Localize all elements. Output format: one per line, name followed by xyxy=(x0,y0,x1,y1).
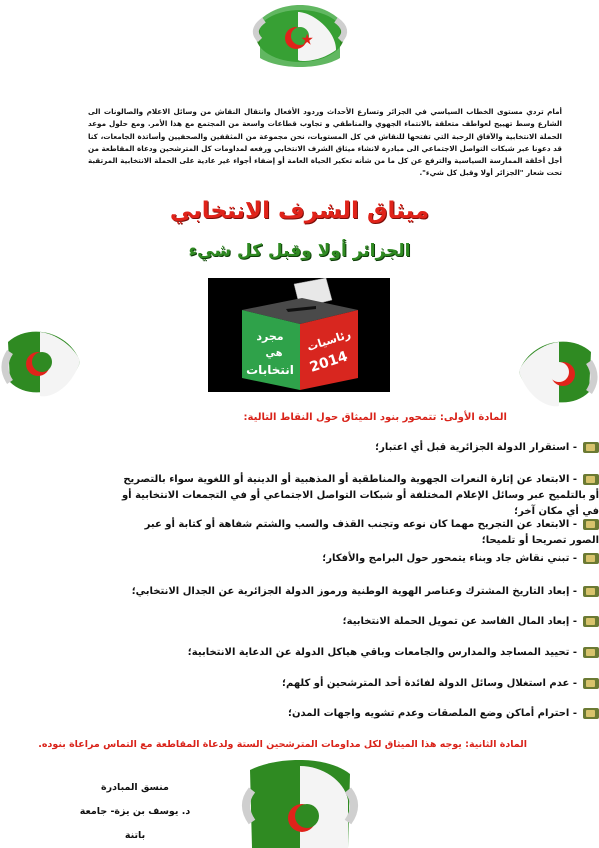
charter-slogan: الجزائر أولا وقبل كل شيء xyxy=(188,241,411,261)
list-item xyxy=(119,440,599,456)
list-item xyxy=(119,584,599,600)
bullet-icon xyxy=(583,708,599,719)
signature-role: منسق المبادرة xyxy=(101,782,169,793)
list-item xyxy=(119,676,599,692)
bullet-icon xyxy=(583,586,599,597)
list-item xyxy=(119,517,599,549)
signature-block xyxy=(70,776,200,848)
bullet-icon xyxy=(583,442,599,453)
ballot-box-image xyxy=(208,278,390,392)
list-item-text: - احترام أماكن وضع الملصقات وعدم تشويه واجهات المدن؛ xyxy=(287,708,577,719)
bullet-icon xyxy=(583,553,599,564)
bullet-icon xyxy=(583,474,599,485)
list-item-text: - إبعاد التاريخ المشترك وعناصر الهوية الوطنية ورموز الدولة الجزائرية عن الجدال الانتخابي؛ xyxy=(131,586,577,597)
ballot-text-riyasiyat: رئاسيات xyxy=(305,327,353,354)
bullet-icon xyxy=(583,616,599,627)
list-item xyxy=(119,472,599,520)
bullet-icon xyxy=(583,647,599,658)
flag-hands-top-decoration xyxy=(240,0,360,70)
list-item-text: - تحييد المساجد والمدارس والجامعات وباقي هياكل الدولة عن الدعاية الانتخابية؛ xyxy=(187,647,577,658)
article-two: المادة الثانية: يوجه هذا الميثاق لكل مداومات المترشحين الستة ولدعاة المقاطعة مع التماس مراعاة بنوده. xyxy=(38,739,527,750)
intro-paragraph: أمام تردي مستوى الخطاب السياسي في الجزائر وتسارع الأحداث وردود الأفعال وانتقال النقاش من وسائل الاعلام والصالونات الى الشارع وسط تهييج لعواطف متعلقة بالانتماء الجهوي والمناطقي و تجاوب قطاعات واسعة من المجتمع مع هذا الأمر. ومع حلول موعد الحملة الانتخابية والآفاق الرحبة التي تفتحها للنقاش في كل المستويات، نحن مجموعة من المثقفين والصحفيين وأساتذة الجامعات، كنا قد دعونا عبر شبكات التواصل الاجتماعي الى مبادرة لانشاء ميثاق الشرف الانتخابي ورفعه لمداومات كل المترشحين ودعاة المقاطعة من أجل أخلقة الممارسة السياسية والترفع عن كل ما من شأنه تعكير الحياة العامة أو إضفاء أجواء غير عادية على الحملة الانتخابية المرتقبة تحت شعار "الجزائر أولا وقبل كل شيء". xyxy=(88,107,562,178)
flag-hand-right-decoration xyxy=(515,322,599,417)
list-item-text: - عدم استغلال وسائل الدولة لفائدة أحد المترشحين أو كلهم؛ xyxy=(281,678,577,689)
list-item-text: - الابتعاد عن التجريح مهما كان نوعه وتجنب القذف والسب والشتم شفاهة أو كتابة أو عبر الصور تصريحا أو تلميحا؛ xyxy=(144,519,599,546)
ballot-text-mujarrad: مجرد xyxy=(256,330,284,343)
list-item xyxy=(119,645,599,661)
ballot-text-intikhabat: انتخابات xyxy=(246,363,294,377)
bullet-icon xyxy=(583,678,599,689)
bullet-icon xyxy=(583,519,599,530)
charter-title: ميثاق الشرف الانتخابي xyxy=(169,198,430,224)
flag-hands-bottom-decoration xyxy=(238,760,362,848)
list-item-text: - إبعاد المال الفاسد عن تمويل الحملة الانتخابية؛ xyxy=(342,616,577,627)
ballot-text-hiya: هي xyxy=(265,348,283,359)
list-item-text: - تبني نقاش جاد وبناء يتمحور حول البرامج والأفكار؛ xyxy=(322,553,577,564)
list-item xyxy=(119,614,599,630)
ballot-text-year: 2014 xyxy=(307,348,350,376)
ballot-box-graphic xyxy=(208,278,390,392)
article-one-heading: المادة الأولى: تتمحور بنود الميثاق حول النقاط التالية: xyxy=(243,412,507,423)
signature-name: د. يوسف بن يزة- جامعة باتنة xyxy=(79,806,191,841)
list-item-text: - استقرار الدولة الجزائرية قبل أي اعتبار؛ xyxy=(375,442,577,453)
list-item xyxy=(119,706,599,722)
list-item-text: - الابتعاد عن إثارة النعرات الجهوية والمناطقية أو المذهبية أو الدينية أو اللغوية سواء بالتصريح أو بالتلميح عبر وسائل الإعلام المختلفة أو شبكات التواصل الاجتماعي أو في التجمعات الانتخابية أو في أي مكان آخر؛ xyxy=(121,474,599,517)
flag-hand-left-decoration xyxy=(0,312,85,407)
list-item xyxy=(119,551,599,567)
